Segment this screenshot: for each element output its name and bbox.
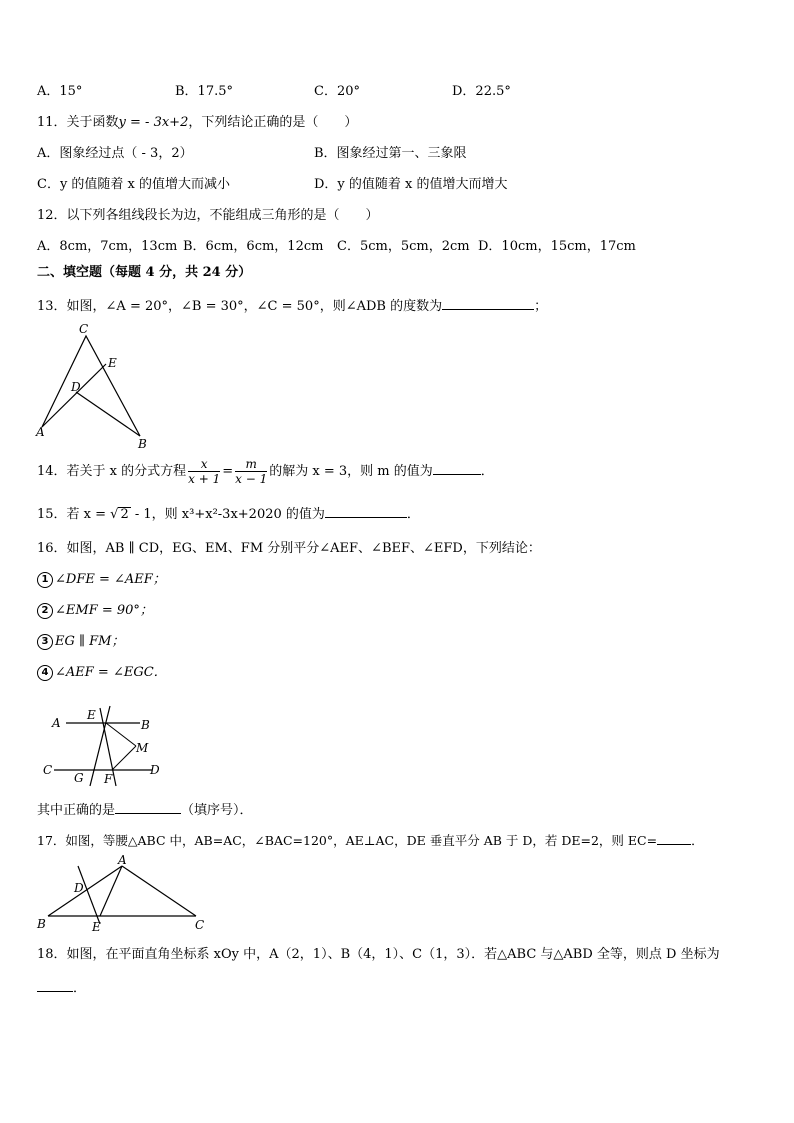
- q17-label-e: E: [92, 920, 101, 934]
- q12-option-b: B．6cm，6cm，12cm: [183, 239, 324, 254]
- q18-stem: 18．如图，在平面直角坐标系 xOy 中，A（2，1）、B（4，1）、C（1，3）．若△ABC 与△ABD 全等，则点 D 坐标为: [37, 947, 720, 962]
- q16-label-m: M: [136, 741, 149, 755]
- q16-answer-blank[interactable]: [115, 800, 181, 814]
- q13-label-d: D: [71, 380, 81, 394]
- q18-answer-line: [37, 978, 86, 998]
- q12-option-c: C．5cm，5cm，2cm: [337, 239, 470, 254]
- q16-label-a: A: [52, 716, 61, 730]
- q15-stem-text: 15．若 x =: [37, 507, 107, 522]
- q14-stem: [37, 456, 494, 488]
- q11-option-c: C．y 的值随着 x 的值增大而减小: [37, 177, 231, 192]
- q14-equals: =: [222, 464, 234, 479]
- q10-option-c: C．20°: [314, 84, 360, 99]
- q10-option-a: A．15°: [37, 84, 83, 99]
- q16-answer-text: 其中正确的是: [37, 803, 116, 818]
- q11-stem: [37, 114, 357, 132]
- q12-option-a: A．8cm，7cm，13cm: [37, 239, 178, 254]
- q15-answer-blank[interactable]: [325, 504, 407, 518]
- q15-stem-tail: - 1，则 x³+x²-3x+2020 的值为: [130, 507, 325, 522]
- q13-stem: [37, 296, 547, 316]
- q13-label-c: C: [79, 322, 89, 336]
- q11-option-b: B．图象经过第一、三象限: [314, 146, 467, 161]
- q16-label-f: F: [104, 772, 113, 786]
- q16-item-number: 1: [37, 572, 53, 588]
- q16-stem: 16．如图，AB ∥ CD，EG、EM、FM 分别平分∠AEF、∠BEF、∠EFD，下列结论：: [37, 541, 541, 556]
- q16-answer-line: [37, 800, 253, 820]
- q18-tail: ．: [73, 981, 87, 996]
- q17-stem-text: 17．如图，等腰△ABC 中，AB=AC，∠BAC=120°，AE⊥AC，DE 垂直平分 AB 于 D，若 DE=2，则 EC=: [37, 833, 658, 848]
- q16-label-b: B: [141, 718, 150, 732]
- q13-tail: ；: [534, 299, 548, 314]
- q16-item-text: EG ∥ FM；: [55, 634, 125, 649]
- q17-label-a: A: [118, 853, 127, 867]
- q14-stem-tail: 的解为 x = 3，则 m 的值为: [269, 464, 433, 479]
- q16-label-g: G: [74, 771, 84, 785]
- q10-option-d: D．22.5°: [452, 84, 511, 99]
- q16-item-3: [37, 633, 124, 651]
- q16-item-4: [37, 664, 167, 682]
- q15-stem: [37, 504, 420, 524]
- q17-tail: ．: [691, 833, 704, 848]
- q17-answer-blank[interactable]: [657, 831, 691, 845]
- q14-stem-text: 14．若关于 x 的分式方程: [37, 464, 187, 479]
- q12-stem: 12．以下列各组线段长为边，不能组成三角形的是（ ）: [37, 208, 379, 223]
- q16-item-2: [37, 602, 153, 620]
- q14-tail: ．: [480, 464, 494, 479]
- q16-item-number: 4: [37, 665, 53, 681]
- q16-label-e: E: [87, 708, 96, 722]
- q16-item-text: ∠DFE = ∠AEF；: [55, 572, 166, 587]
- q13-label-a: A: [36, 425, 45, 439]
- q13-answer-blank[interactable]: [442, 296, 534, 310]
- q17-label-d: D: [74, 881, 84, 895]
- q17-stem: [37, 831, 704, 850]
- q16-label-c: C: [43, 763, 53, 777]
- q17-label-b: B: [37, 917, 46, 931]
- q14-fraction-1: $\frac{x}{x + 1}$: [188, 457, 221, 486]
- q16-item-1: [37, 571, 166, 589]
- q16-answer-tail: （填序号）．: [181, 803, 253, 818]
- q11-stem-text: 11．关于函数: [37, 115, 119, 130]
- q16-label-d: D: [150, 763, 160, 777]
- section-heading-fill-in: 二、填空题（每题 4 分，共 24 分）: [37, 265, 252, 280]
- q16-item-number: 3: [37, 634, 53, 650]
- q11-option-d: D．y 的值随着 x 的值增大而增大: [314, 177, 508, 192]
- q14-answer-blank[interactable]: [433, 461, 481, 475]
- q12-option-d: D．10cm，15cm，17cm: [478, 239, 636, 254]
- q17-label-c: C: [195, 918, 205, 932]
- q10-option-b: B．17.5°: [175, 84, 233, 99]
- q11-stem-tail: ，下列结论正确的是（ ）: [188, 115, 358, 130]
- q15-tail: ．: [406, 507, 420, 522]
- q15-sqrt-sign: √: [110, 507, 119, 522]
- q15-sqrt-arg: 2: [120, 507, 129, 522]
- q18-answer-blank[interactable]: [37, 978, 73, 992]
- q11-formula: y = - 3x+2: [118, 115, 189, 130]
- q13-figure: [34, 322, 164, 450]
- q13-stem-text: 13．如图，∠A = 20°，∠B = 30°，∠C = 50°，则∠ADB 的度数为: [37, 299, 443, 314]
- q16-item-text: ∠EMF = 90°；: [55, 603, 153, 618]
- q11-option-a: A．图象经过点（ - 3，2）: [37, 146, 193, 161]
- q13-label-e: E: [108, 356, 117, 370]
- q13-label-b: B: [138, 437, 147, 450]
- q16-item-number: 2: [37, 603, 53, 619]
- q16-figure: [40, 700, 170, 792]
- q16-item-text: ∠AEF = ∠EGC．: [55, 665, 167, 680]
- q17-figure: [34, 852, 208, 934]
- q14-fraction-2: $\frac{m}{x - 1}$: [235, 457, 268, 486]
